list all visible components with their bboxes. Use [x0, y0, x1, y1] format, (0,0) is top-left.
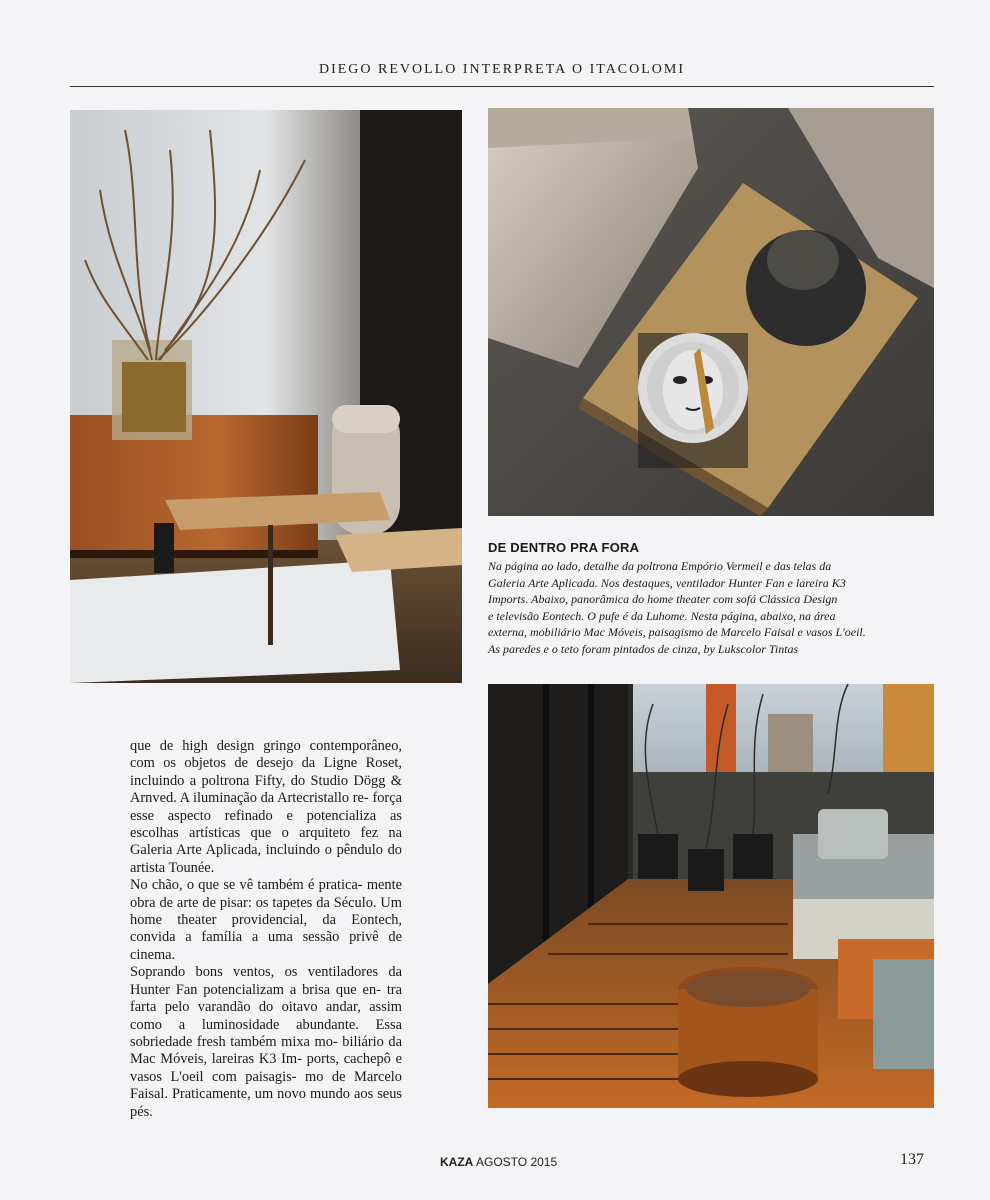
caption-line: Na página ao lado, detalhe da poltrona Empório Vermeil e das telas da: [488, 559, 832, 573]
caption-text: [488, 558, 936, 657]
running-header-title: DIEGO REVOLLO INTERPRETA O ITACOLOMI: [318, 62, 686, 77]
living-room-photo: [70, 110, 462, 683]
text-line: força esse aspecto refinado e potencializa: [130, 790, 402, 824]
magazine-footer: [440, 1155, 557, 1169]
paragraph: [130, 877, 402, 964]
side-table-photo: [488, 108, 934, 516]
magazine-brand: KAZA: [440, 1155, 474, 1169]
caption-line: e televisão Eontech. O pufe é da Luhome. Nesta página, abaixo, na área: [488, 608, 836, 623]
caption-line: Galeria Arte Aplicada. Nos destaques, ventilador Hunter Fan e lareira K3: [488, 575, 846, 590]
text-line: Século. Um home theater providencial, da: [130, 894, 402, 929]
text-line: biliário da Mac Móveis, lareiras K3 Im-: [130, 1033, 402, 1068]
article-body: [130, 738, 402, 1121]
running-header: [70, 62, 934, 87]
caption-line: As paredes e o teto foram pintados de cinza, by Lukscolor Tintas: [488, 641, 799, 656]
text-line: do artista Tounée.: [130, 842, 402, 876]
text-line: as escolhas artísticas que o arquiteto fez na: [130, 807, 402, 842]
text-line: No chão, o que se vê também é pratica-: [130, 877, 363, 894]
text-line: Essa sobriedade fresh também mixa mo-: [130, 1016, 402, 1050]
text-line: Soprando bons ventos, os ventiladores da: [130, 964, 402, 981]
paragraph: [130, 738, 402, 877]
text-line: que de high design gringo contemporâneo,: [130, 738, 402, 754]
caption-title: DE DENTRO PRA FORA: [488, 540, 640, 555]
text-line: mo de Marcelo Faisal. Praticamente, um: [130, 1068, 402, 1103]
paragraph: [130, 964, 402, 1121]
text-line: mente obra de arte de pisar: os tapetes da: [130, 877, 402, 911]
magazine-issue: AGOSTO 2015: [476, 1155, 558, 1169]
text-line: com os objetos de desejo da Ligne Roset,: [130, 755, 402, 772]
text-line: ports, cachepô e vasos L'oeil com paisagis-: [130, 1051, 402, 1085]
text-line: & Arnved. A iluminação da Artecristallo re-: [130, 772, 402, 807]
text-line: tra farta pelo varandão do oitavo andar,: [130, 981, 402, 1016]
caption-line: externa, mobiliário Mac Móveis, paisagismo de Marcelo Faisal e vasos L'oeil.: [488, 625, 866, 639]
terrace-photo: [488, 684, 934, 1108]
text-line: novo mundo aos seus pés.: [130, 1086, 402, 1120]
caption-line: Imports. Abaixo, panorâmica do home theater com sofá Clássica Design: [488, 592, 838, 606]
text-line: privê de cinema.: [130, 929, 402, 963]
text-line: Galeria Arte Aplicada, incluindo o pêndulo: [130, 842, 383, 859]
text-line: incluindo a poltrona Fifty, do Studio Dögg: [130, 772, 386, 789]
text-line: Eontech, convida a família a uma sessão: [130, 912, 402, 946]
text-line: assim como a luminosidade abundante.: [130, 999, 402, 1033]
text-line: Hunter Fan potencializam a brisa que en-: [130, 981, 381, 998]
photo-caption: [488, 540, 936, 657]
page-number: 137: [900, 1151, 924, 1168]
